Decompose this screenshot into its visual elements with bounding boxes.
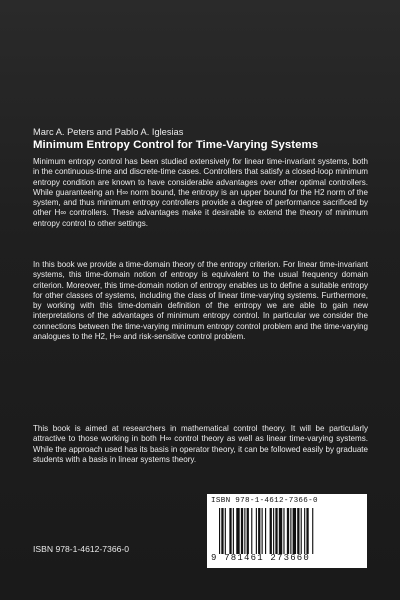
authors: Marc A. Peters and Pablo A. Iglesias bbox=[33, 127, 184, 137]
barcode-stripe bbox=[219, 508, 220, 554]
barcode-stripe bbox=[247, 508, 249, 554]
barcode-stripe bbox=[236, 508, 239, 554]
barcode-stripe bbox=[283, 508, 284, 554]
barcode-stripe bbox=[270, 508, 272, 554]
barcode-stripe bbox=[273, 508, 274, 554]
barcode-stripe bbox=[312, 508, 313, 554]
barcode-stripe bbox=[256, 508, 257, 554]
barcode-stripe bbox=[258, 508, 260, 554]
barcode-stripe bbox=[262, 508, 263, 554]
barcode-stripe bbox=[293, 508, 296, 554]
barcode-stripe bbox=[221, 508, 223, 554]
barcode-stripe bbox=[290, 508, 291, 554]
barcode-stripe bbox=[265, 508, 266, 554]
barcode-isbn-label: ISBN 978-1-4612-7366-0 bbox=[211, 497, 318, 505]
barcode-stripe bbox=[279, 508, 282, 554]
barcode-stripe bbox=[233, 508, 234, 554]
barcode-stripe bbox=[225, 508, 226, 554]
barcode-stripe bbox=[301, 508, 302, 554]
barcode-digits: 9 781461 273660 bbox=[211, 553, 311, 563]
barcode-stripe bbox=[304, 508, 305, 554]
barcode bbox=[207, 494, 367, 568]
barcode-stripe bbox=[244, 508, 245, 554]
barcode-stripe bbox=[306, 508, 308, 554]
barcode-stripe bbox=[287, 508, 289, 554]
isbn: ISBN 978-1-4612-7366-0 bbox=[33, 544, 130, 554]
barcode-stripe bbox=[297, 508, 299, 554]
barcode-stripe bbox=[241, 508, 243, 554]
description-paragraph-2: In this book we provide a time-domain theory of the entropy criterion. For linear time-invariant systems, this time-domain notion of entropy is equivalent to the usual frequency domain criterion. Moreover, this time-domain notion of entropy enables us to define a suitable entropy for other classes of systems, including the class of linear time-varying systems. Furthermore, by working with this time-domain definition of the entropy we are able to gain new interpretations of the advantages of minimum entropy control. In particular we consider the connections between the time-varying minimum entropy control problem and the time-varying analogues to the H2, H∞ and risk-sensitive control problem. bbox=[33, 260, 368, 342]
book-title: Minimum Entropy Control for Time-Varying Systems bbox=[33, 139, 319, 151]
barcode-stripe bbox=[229, 508, 231, 554]
barcode-stripe bbox=[275, 508, 277, 554]
barcode-bars bbox=[219, 508, 359, 554]
barcode-stripe bbox=[251, 508, 252, 554]
description-paragraph-1: Minimum entropy control has been studied extensively for linear time-invariant systems, both in the continuous-time and discrete-time cases. Controllers that satisfy a closed-loop minimum entropy condition are known to have considerable advantages over other optimal controllers. While guaranteeing an H∞ norm bound, the entropy is an upper bound for the H2 norm of the system, and thus minimum entropy controllers provide a degree of performance sacrificed by other H∞ controllers. These advantages make it desirable to extend the theory of minimum entropy control to other settings. bbox=[33, 157, 368, 228]
description-paragraph-3: This book is aimed at researchers in mathematical control theory. It will be particularly attractive to those working in both H∞ control theory as well as linear time-varying systems. While the approach used has its basis in operator theory, it can be followed easily by graduate students with a basis in linear systems theory. bbox=[33, 424, 368, 464]
